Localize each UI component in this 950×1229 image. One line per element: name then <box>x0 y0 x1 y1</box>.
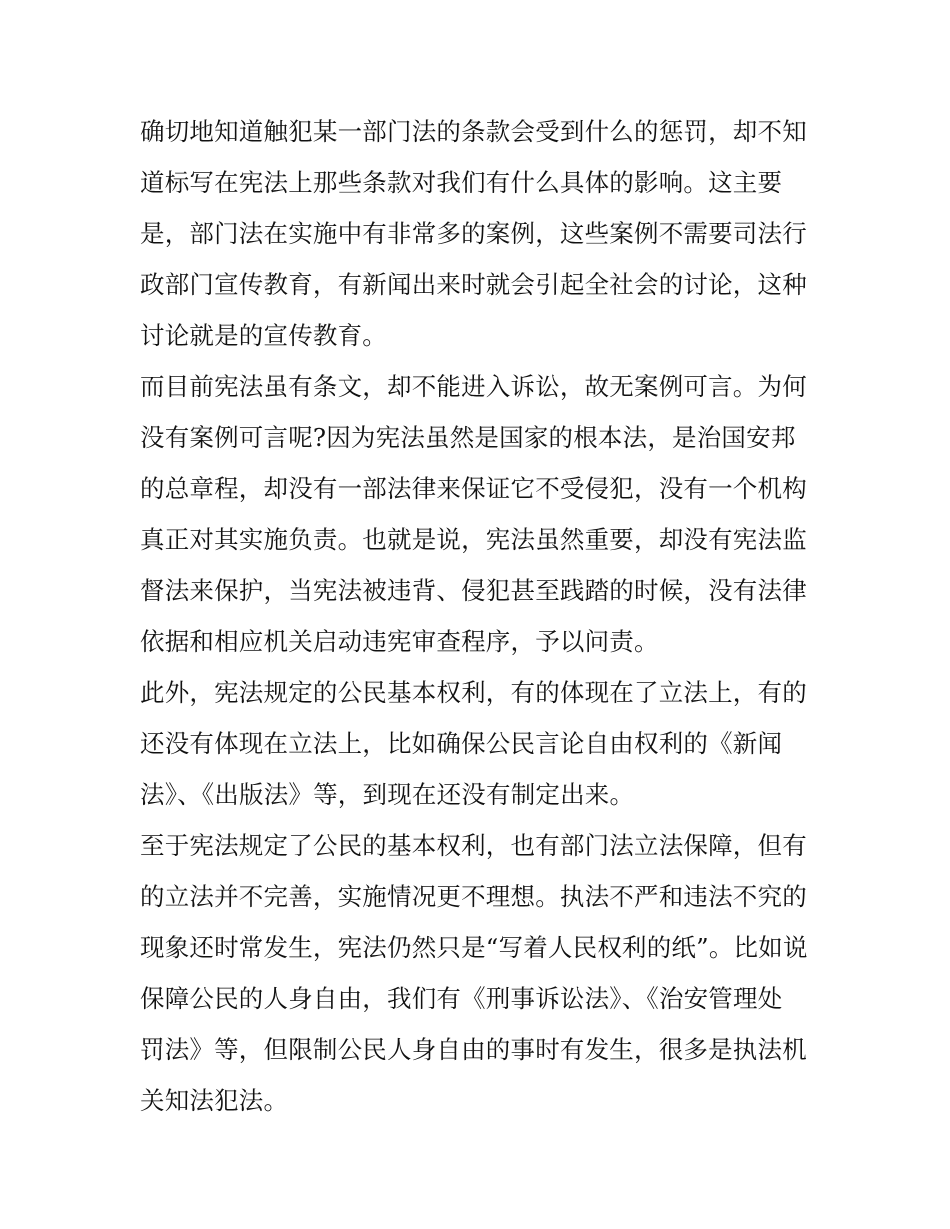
text-line: 关知法犯法。 <box>140 1086 289 1115</box>
text-line: 至于宪法规定了公民的基本权利，也有部门法立法保障，但有 <box>140 831 807 860</box>
text-line: 督法来保护，当宪法被违背、侵犯甚至践踏的时候，没有法律 <box>140 576 807 605</box>
text-line: 依据和相应机关启动违宪审查程序，予以问责。 <box>140 627 659 656</box>
text-line: 还没有体现在立法上，比如确保公民言论自由权利的《新闻 <box>140 729 783 758</box>
text-line: 真正对其实施负责。也就是说，宪法虽然重要，却没有宪法监 <box>140 525 807 554</box>
text-line: 政部门宣传教育，有新闻出来时就会引起全社会的讨论，这种 <box>140 270 807 299</box>
text-line: 此外，宪法规定的公民基本权利，有的体现在了立法上，有的 <box>140 678 807 707</box>
text-line: 现象还时常发生，宪法仍然只是“写着人民权利的纸”。比如说 <box>140 933 808 962</box>
text-line: 而目前宪法虽有条文，却不能进入诉讼，故无案例可言。为何 <box>140 372 807 401</box>
text-line: 讨论就是的宣传教育。 <box>140 321 387 350</box>
text-line: 罚法》等，但限制公民人身自由的事时有发生，很多是执法机 <box>140 1035 807 1064</box>
text-line: 确切地知道触犯某一部门法的条款会受到什么的惩罚，却不知 <box>140 117 807 146</box>
text-line: 的立法并不完善，实施情况更不理想。执法不严和违法不究的 <box>140 882 807 911</box>
text-line: 道标写在宪法上那些条款对我们有什么具体的影响。这主要 <box>140 168 783 197</box>
document-body <box>140 106 812 1126</box>
text-line: 法》、《出版法》等，到现在还没有制定出来。 <box>140 780 635 809</box>
text-line: 保障公民的人身自由，我们有《刑事诉讼法》、《治安管理处 <box>140 984 783 1013</box>
text-line: 的总章程，却没有一部法律来保证它不受侵犯，没有一个机构 <box>140 474 807 503</box>
text-line: 是，部门法在实施中有非常多的案例，这些案例不需要司法行 <box>140 219 807 248</box>
text-line: 没有案例可言呢?因为宪法虽然是国家的根本法，是治国安邦 <box>140 423 796 452</box>
